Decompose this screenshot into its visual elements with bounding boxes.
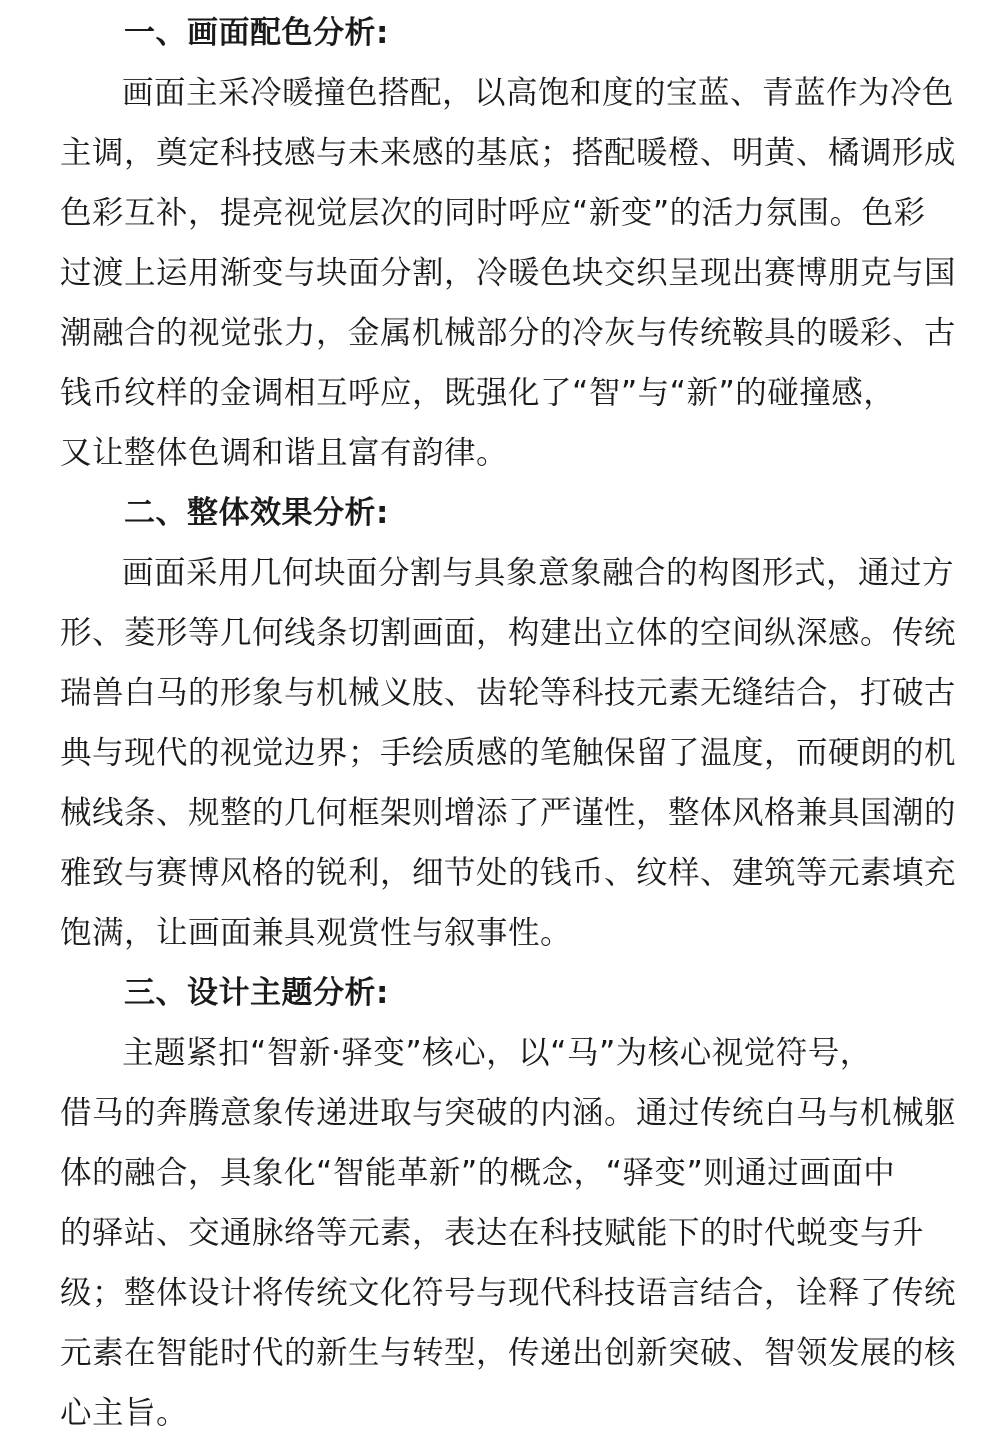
paragraph-line: 雅致与赛博风格的锐利，细节处的钱币、纹样、建筑等元素填充 (60, 855, 957, 891)
paragraph-line: 典与现代的视觉边界；手绘质感的笔触保留了温度，而硬朗的机 (60, 735, 957, 771)
paragraph-line: 形、菱形等几何线条切割画面，构建出立体的空间纵深感。传统 (60, 615, 957, 651)
paragraph-line: 元素在智能时代的新生与转型，传递出创新突破、智领发展的核 (60, 1335, 957, 1371)
section-heading-overall-effect: 二、整体效果分析: (124, 495, 389, 531)
paragraph-line: 过渡上运用渐变与块面分割，冷暖色块交织呈现出赛博朋克与国 (60, 255, 957, 291)
section-heading-color-analysis: 一、画面配色分析: (124, 15, 389, 51)
paragraph-line: 的驿站、交通脉络等元素，表达在科技赋能下的时代蜕变与升 (60, 1215, 925, 1251)
paragraph-line: 主调，奠定科技感与未来感的基底；搭配暖橙、明黄、橘调形成 (60, 135, 957, 171)
paragraph-line: 级；整体设计将传统文化符号与现代科技语言结合，诠释了传统 (60, 1275, 957, 1311)
paragraph-line: 心主旨。 (60, 1395, 189, 1431)
paragraph-line: 主题紧扣“智新·驿变”核心，以“马”为核心视觉符号， (122, 1035, 872, 1071)
paragraph-line: 体的融合，具象化“智能革新”的概念，“驿变”则通过画面中 (60, 1155, 896, 1191)
paragraph-line: 械线条、规整的几何框架则增添了严谨性，整体风格兼具国潮的 (60, 795, 957, 831)
paragraph-line: 潮融合的视觉张力，金属机械部分的冷灰与传统鞍具的暖彩、古 (60, 315, 957, 351)
paragraph-line: 借马的奔腾意象传递进取与突破的内涵。通过传统白马与机械躯 (60, 1095, 957, 1131)
paragraph-line: 饱满，让画面兼具观赏性与叙事性。 (60, 915, 573, 951)
paragraph-line: 瑞兽白马的形象与机械义肢、齿轮等科技元素无缝结合，打破古 (60, 675, 957, 711)
paragraph-line: 画面主采冷暖撞色搭配，以高饱和度的宝蓝、青蓝作为冷色 (122, 75, 955, 111)
paragraph-line: 色彩互补，提亮视觉层次的同时呼应“新变”的活力氛围。色彩 (60, 195, 926, 231)
paragraph-line: 画面采用几何块面分割与具象意象融合的构图形式，通过方 (122, 555, 955, 591)
section-heading-design-theme: 三、设计主题分析: (124, 975, 389, 1011)
paragraph-line: 钱币纹样的金调相互呼应，既强化了“智”与“新”的碰撞感， (60, 375, 896, 411)
paragraph-line: 又让整体色调和谐且富有韵律。 (60, 435, 509, 471)
